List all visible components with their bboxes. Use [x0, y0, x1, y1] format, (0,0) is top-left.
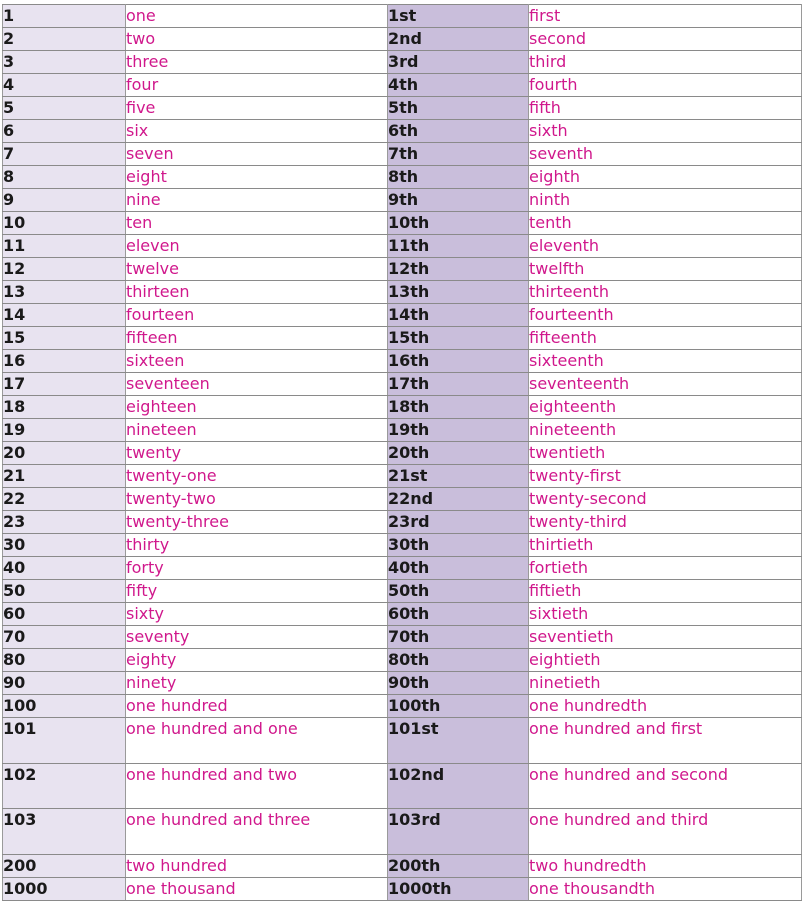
table-row: [3, 580, 802, 603]
cardinal-number-cell: 6: [3, 120, 126, 143]
cardinal-number-cell: 5: [3, 97, 126, 120]
table-row: [3, 626, 802, 649]
ordinal-number-cell: 100th: [388, 695, 529, 718]
ordinal-word-cell: one hundred and first: [529, 718, 802, 764]
ordinal-number-cell: 15th: [388, 327, 529, 350]
ordinal-word-cell: third: [529, 51, 802, 74]
cardinal-word-cell: seven: [126, 143, 388, 166]
ordinal-word-cell: sixteenth: [529, 350, 802, 373]
table-row: [3, 603, 802, 626]
ordinal-number-cell: 9th: [388, 189, 529, 212]
table-row: [3, 373, 802, 396]
cardinal-number-cell: 18: [3, 396, 126, 419]
cardinal-number-cell: 21: [3, 465, 126, 488]
ordinal-number-cell: 103rd: [388, 809, 529, 855]
cardinal-word-cell: sixteen: [126, 350, 388, 373]
table-row: [3, 557, 802, 580]
table-row: [3, 809, 802, 855]
ordinal-word-cell: sixth: [529, 120, 802, 143]
ordinal-word-cell: fortieth: [529, 557, 802, 580]
ordinal-word-cell: seventh: [529, 143, 802, 166]
table-row: [3, 396, 802, 419]
cardinal-word-cell: one hundred and three: [126, 809, 388, 855]
cardinal-word-cell: nineteen: [126, 419, 388, 442]
cardinal-number-cell: 15: [3, 327, 126, 350]
ordinal-number-cell: 11th: [388, 235, 529, 258]
ordinal-word-cell: eightieth: [529, 649, 802, 672]
ordinal-number-cell: 10th: [388, 212, 529, 235]
table-row: [3, 120, 802, 143]
ordinal-word-cell: fourteenth: [529, 304, 802, 327]
cardinal-number-cell: 10: [3, 212, 126, 235]
cardinal-number-cell: 22: [3, 488, 126, 511]
table-row: [3, 258, 802, 281]
ordinal-word-cell: thirtieth: [529, 534, 802, 557]
cardinal-word-cell: fifty: [126, 580, 388, 603]
ordinal-word-cell: seventieth: [529, 626, 802, 649]
table-row: [3, 695, 802, 718]
table-row: [3, 763, 802, 809]
ordinal-number-cell: 80th: [388, 649, 529, 672]
ordinal-word-cell: fourth: [529, 74, 802, 97]
table-row: [3, 465, 802, 488]
ordinal-number-cell: 12th: [388, 258, 529, 281]
cardinal-word-cell: one: [126, 5, 388, 28]
ordinal-number-cell: 6th: [388, 120, 529, 143]
ordinal-word-cell: one hundredth: [529, 695, 802, 718]
ordinal-word-cell: ninth: [529, 189, 802, 212]
cardinal-number-cell: 101: [3, 718, 126, 764]
numbers-table: [2, 4, 802, 901]
cardinal-word-cell: twenty-three: [126, 511, 388, 534]
ordinal-number-cell: 30th: [388, 534, 529, 557]
cardinal-number-cell: 17: [3, 373, 126, 396]
cardinal-word-cell: twenty-two: [126, 488, 388, 511]
cardinal-number-cell: 4: [3, 74, 126, 97]
ordinal-number-cell: 4th: [388, 74, 529, 97]
cardinal-word-cell: two hundred: [126, 854, 388, 877]
cardinal-number-cell: 50: [3, 580, 126, 603]
ordinal-word-cell: two hundredth: [529, 854, 802, 877]
cardinal-word-cell: eleven: [126, 235, 388, 258]
cardinal-word-cell: seventeen: [126, 373, 388, 396]
cardinal-number-cell: 90: [3, 672, 126, 695]
ordinal-number-cell: 18th: [388, 396, 529, 419]
ordinal-number-cell: 20th: [388, 442, 529, 465]
ordinal-word-cell: twenty-first: [529, 465, 802, 488]
table-row: [3, 281, 802, 304]
table-row: [3, 235, 802, 258]
cardinal-number-cell: 14: [3, 304, 126, 327]
ordinal-number-cell: 200th: [388, 854, 529, 877]
ordinal-number-cell: 22nd: [388, 488, 529, 511]
table-row: [3, 488, 802, 511]
cardinal-number-cell: 7: [3, 143, 126, 166]
ordinal-word-cell: first: [529, 5, 802, 28]
ordinal-number-cell: 14th: [388, 304, 529, 327]
table-row: [3, 327, 802, 350]
table-row: [3, 419, 802, 442]
ordinal-number-cell: 70th: [388, 626, 529, 649]
ordinal-number-cell: 7th: [388, 143, 529, 166]
ordinal-number-cell: 17th: [388, 373, 529, 396]
cardinal-number-cell: 16: [3, 350, 126, 373]
cardinal-word-cell: ninety: [126, 672, 388, 695]
table-row: [3, 28, 802, 51]
table-row: [3, 74, 802, 97]
cardinal-word-cell: four: [126, 74, 388, 97]
ordinal-word-cell: seventeenth: [529, 373, 802, 396]
table-row: [3, 212, 802, 235]
cardinal-word-cell: ten: [126, 212, 388, 235]
cardinal-number-cell: 1000: [3, 877, 126, 900]
cardinal-number-cell: 70: [3, 626, 126, 649]
ordinal-number-cell: 21st: [388, 465, 529, 488]
cardinal-number-cell: 103: [3, 809, 126, 855]
cardinal-word-cell: fourteen: [126, 304, 388, 327]
cardinal-word-cell: twelve: [126, 258, 388, 281]
ordinal-number-cell: 13th: [388, 281, 529, 304]
cardinal-number-cell: 2: [3, 28, 126, 51]
table-row: [3, 854, 802, 877]
ordinal-word-cell: thirteenth: [529, 281, 802, 304]
cardinal-word-cell: twenty-one: [126, 465, 388, 488]
cardinal-word-cell: five: [126, 97, 388, 120]
ordinal-word-cell: second: [529, 28, 802, 51]
table-row: [3, 166, 802, 189]
cardinal-word-cell: eighty: [126, 649, 388, 672]
cardinal-number-cell: 12: [3, 258, 126, 281]
cardinal-number-cell: 20: [3, 442, 126, 465]
cardinal-word-cell: three: [126, 51, 388, 74]
cardinal-word-cell: eighteen: [126, 396, 388, 419]
ordinal-word-cell: nineteenth: [529, 419, 802, 442]
ordinal-word-cell: eighteenth: [529, 396, 802, 419]
table-row: [3, 143, 802, 166]
ordinal-number-cell: 3rd: [388, 51, 529, 74]
ordinal-number-cell: 19th: [388, 419, 529, 442]
cardinal-word-cell: eight: [126, 166, 388, 189]
table-row: [3, 189, 802, 212]
ordinal-number-cell: 60th: [388, 603, 529, 626]
cardinal-number-cell: 9: [3, 189, 126, 212]
cardinal-number-cell: 11: [3, 235, 126, 258]
ordinal-word-cell: twenty-second: [529, 488, 802, 511]
ordinal-word-cell: ninetieth: [529, 672, 802, 695]
ordinal-number-cell: 40th: [388, 557, 529, 580]
numbers-table-body: [3, 5, 802, 901]
cardinal-number-cell: 30: [3, 534, 126, 557]
table-row: [3, 350, 802, 373]
cardinal-word-cell: nine: [126, 189, 388, 212]
ordinal-word-cell: eighth: [529, 166, 802, 189]
cardinal-number-cell: 23: [3, 511, 126, 534]
cardinal-number-cell: 3: [3, 51, 126, 74]
table-row: [3, 51, 802, 74]
ordinal-word-cell: one hundred and second: [529, 763, 802, 809]
table-row: [3, 442, 802, 465]
cardinal-word-cell: fifteen: [126, 327, 388, 350]
ordinal-word-cell: one thousandth: [529, 877, 802, 900]
ordinal-word-cell: twenty-third: [529, 511, 802, 534]
ordinal-number-cell: 50th: [388, 580, 529, 603]
cardinal-number-cell: 200: [3, 854, 126, 877]
table-row: [3, 718, 802, 764]
table-row: [3, 304, 802, 327]
cardinal-word-cell: thirteen: [126, 281, 388, 304]
cardinal-number-cell: 8: [3, 166, 126, 189]
ordinal-number-cell: 1st: [388, 5, 529, 28]
cardinal-word-cell: one hundred: [126, 695, 388, 718]
ordinal-word-cell: eleventh: [529, 235, 802, 258]
ordinal-number-cell: 102nd: [388, 763, 529, 809]
ordinal-number-cell: 16th: [388, 350, 529, 373]
table-row: [3, 672, 802, 695]
table-row: [3, 511, 802, 534]
cardinal-word-cell: forty: [126, 557, 388, 580]
cardinal-word-cell: one thousand: [126, 877, 388, 900]
cardinal-word-cell: seventy: [126, 626, 388, 649]
cardinal-word-cell: one hundred and one: [126, 718, 388, 764]
ordinal-number-cell: 2nd: [388, 28, 529, 51]
ordinal-word-cell: twelfth: [529, 258, 802, 281]
cardinal-number-cell: 102: [3, 763, 126, 809]
cardinal-word-cell: six: [126, 120, 388, 143]
ordinal-word-cell: tenth: [529, 212, 802, 235]
table-row: [3, 534, 802, 557]
cardinal-number-cell: 40: [3, 557, 126, 580]
cardinal-number-cell: 100: [3, 695, 126, 718]
table-row: [3, 877, 802, 900]
cardinal-word-cell: two: [126, 28, 388, 51]
ordinal-number-cell: 5th: [388, 97, 529, 120]
cardinal-word-cell: one hundred and two: [126, 763, 388, 809]
ordinal-word-cell: fifth: [529, 97, 802, 120]
cardinal-word-cell: twenty: [126, 442, 388, 465]
ordinal-word-cell: fiftieth: [529, 580, 802, 603]
cardinal-word-cell: thirty: [126, 534, 388, 557]
ordinal-number-cell: 1000th: [388, 877, 529, 900]
ordinal-word-cell: one hundred and third: [529, 809, 802, 855]
ordinal-word-cell: sixtieth: [529, 603, 802, 626]
cardinal-number-cell: 80: [3, 649, 126, 672]
ordinal-number-cell: 101st: [388, 718, 529, 764]
cardinal-word-cell: sixty: [126, 603, 388, 626]
table-row: [3, 649, 802, 672]
ordinal-number-cell: 8th: [388, 166, 529, 189]
cardinal-number-cell: 60: [3, 603, 126, 626]
cardinal-number-cell: 19: [3, 419, 126, 442]
ordinal-word-cell: fifteenth: [529, 327, 802, 350]
ordinal-number-cell: 90th: [388, 672, 529, 695]
ordinal-word-cell: twentieth: [529, 442, 802, 465]
cardinal-number-cell: 13: [3, 281, 126, 304]
ordinal-number-cell: 23rd: [388, 511, 529, 534]
table-row: [3, 97, 802, 120]
cardinal-number-cell: 1: [3, 5, 126, 28]
table-row: [3, 5, 802, 28]
